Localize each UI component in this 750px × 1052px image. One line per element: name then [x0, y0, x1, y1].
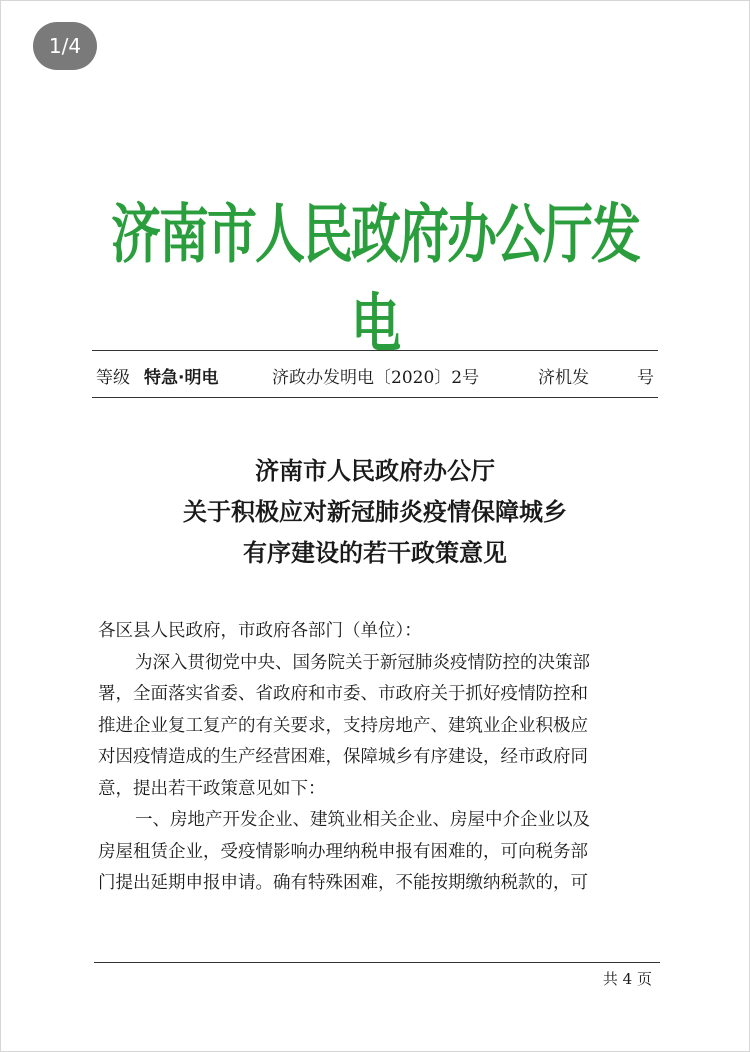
page-indicator: 1/4	[33, 22, 97, 70]
body-line: 意，提出若干政策意见如下：	[98, 778, 326, 799]
body-line: 房屋租赁企业，受疫情影响办理纳税申报有困难的，可向税务部	[98, 841, 588, 862]
footer-divider	[94, 962, 660, 963]
grade-label: 等级	[96, 368, 130, 388]
document-number: 济政办发明电〔2020〕2号	[272, 368, 480, 388]
number-label: 号	[637, 368, 654, 388]
body-line-salutation: 各区县人民政府，市政府各部门（单位）：	[98, 621, 422, 641]
body-line: 对因疫情造成的生产经营困难，保障城乡有序建设，经市政府同	[98, 747, 588, 767]
body-line: 为深入贯彻党中央、国务院关于新冠肺炎疫情防控的决策部	[135, 652, 590, 673]
title-line-1: 济南市人民政府办公厅	[255, 456, 495, 485]
total-pages-label: 共 4 页	[602, 970, 652, 988]
grade-value: 特急·明电	[144, 368, 219, 388]
body-line: 推进企业复工复产的有关要求，支持房地产、建筑业企业积极应	[98, 715, 588, 736]
document-header-bar	[92, 350, 658, 398]
body-line: 门提出延期申报申请。确有特殊困难，不能按期缴纳税款的，可	[98, 873, 588, 893]
document-title	[90, 450, 660, 573]
body-line: 署，全面落实省委、省政府和市委、市政府关于抓好疫情防控和	[98, 684, 588, 704]
title-line-2: 关于积极应对新冠肺炎疫情保障城乡	[183, 497, 567, 526]
issuer-label: 济机发	[538, 368, 589, 388]
document-masthead: 济南市人民政府办公厅发电	[111, 197, 639, 362]
document-body	[98, 616, 660, 900]
body-line: 一、房地产开发企业、建筑业相关企业、房屋中介企业以及	[135, 810, 590, 830]
title-line-3: 有序建设的若干政策意见	[243, 538, 507, 567]
